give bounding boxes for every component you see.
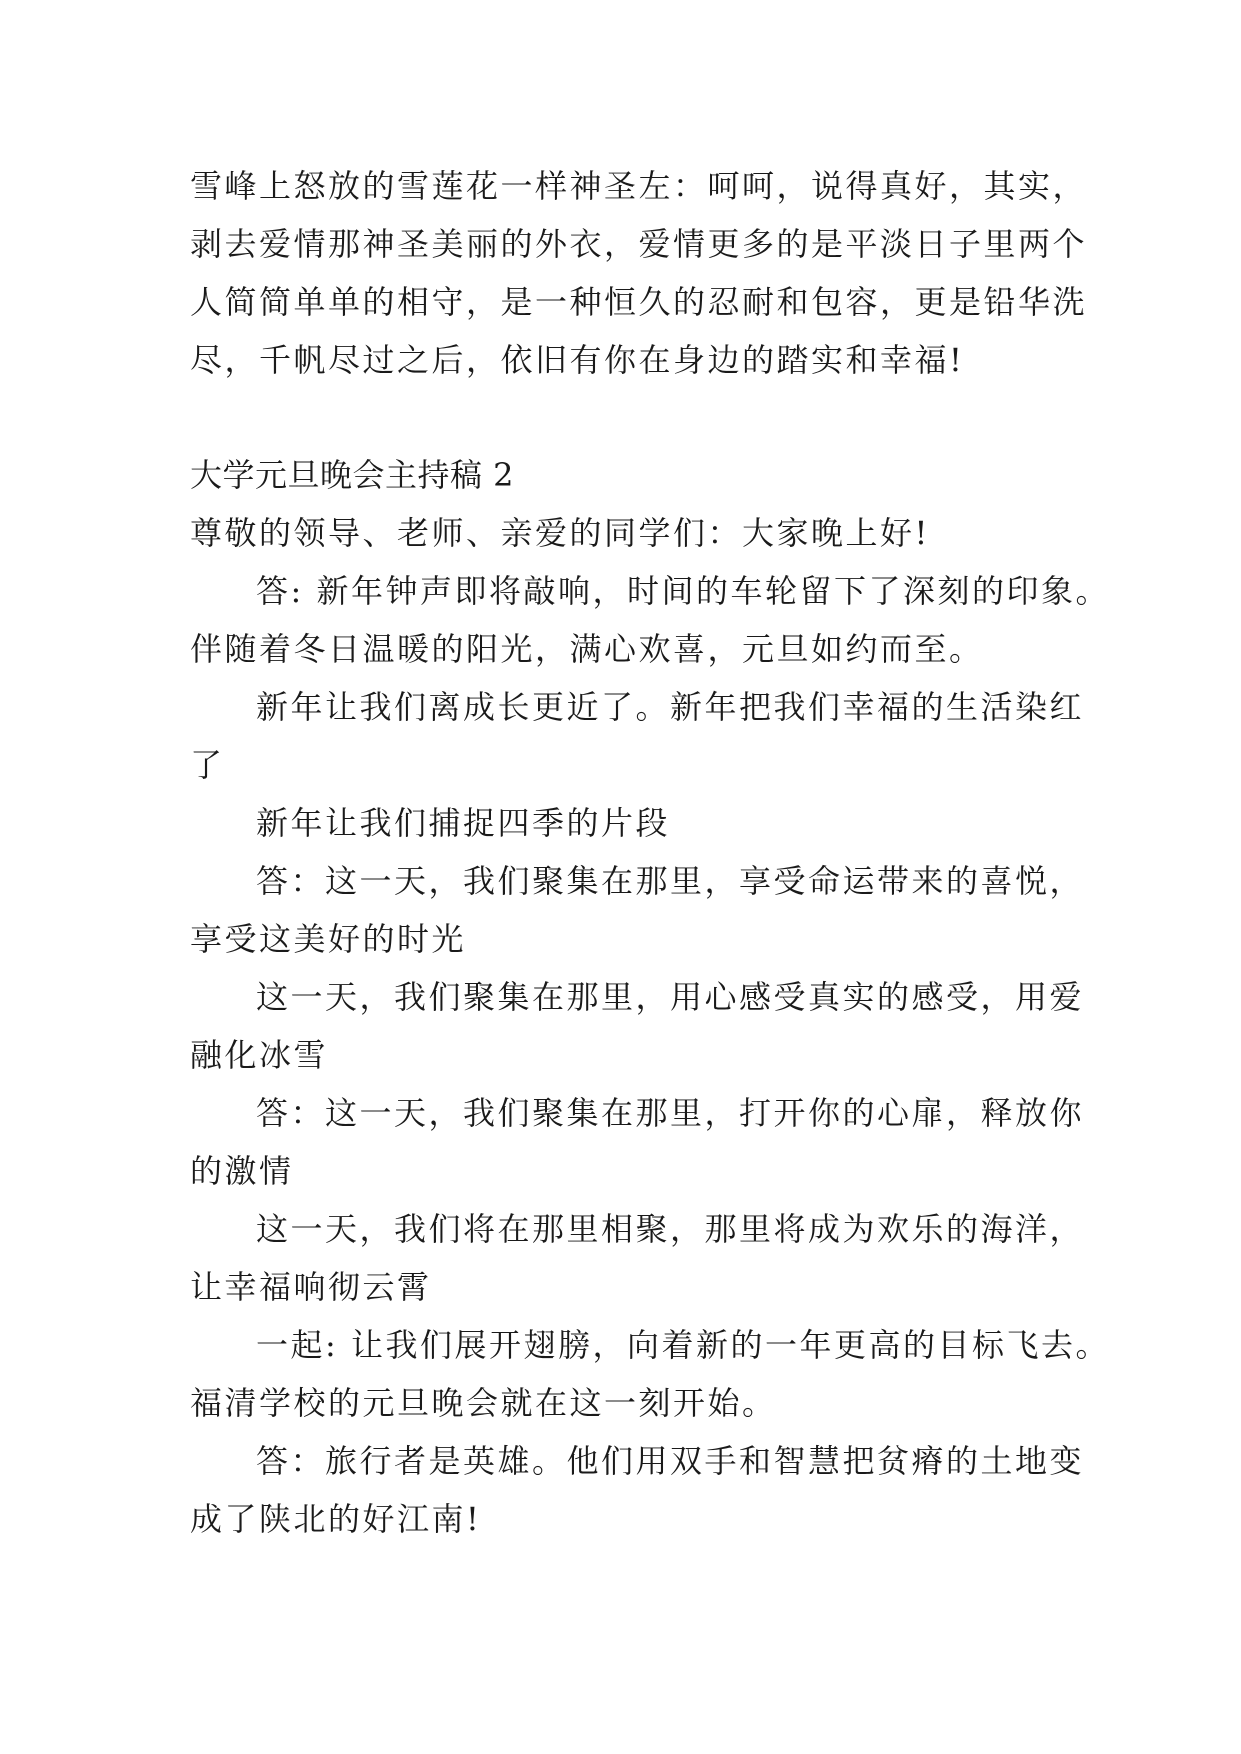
greeting-line: 尊敬的领导、老师、亲爱的同学们：大家晚上好!	[190, 514, 930, 552]
paragraph-6-line-1: 答：这一天，我们聚集在那里，打开你的心扉，释放你	[256, 1094, 1085, 1132]
paragraph-1-line-2: 伴随着冬日温暖的阳光，满心欢喜，元旦如约而至。	[190, 630, 984, 668]
paragraph-1-line-1: 答: 新年钟声即将敲响，时间的车轮留下了深刻的印象。	[256, 572, 1110, 610]
paragraph-9-line-1: 答：旅行者是英雄。他们用双手和智慧把贫瘠的土地变	[256, 1442, 1085, 1480]
paragraph-3-line-1: 新年让我们捕捉四季的片段	[256, 804, 671, 842]
paragraph-7-line-2: 让幸福响彻云霄	[190, 1268, 432, 1306]
intro-line-1: 雪峰上怒放的雪莲花一样神圣左：呵呵，说得真好，其实，	[190, 167, 1088, 205]
paragraph-8-line-1: 一起: 让我们展开翅膀，向着新的一年更高的目标飞去。	[256, 1326, 1110, 1364]
paragraph-8-line-2: 福清学校的元旦晚会就在这一刻开始。	[190, 1384, 777, 1422]
paragraph-7-line-1: 这一天，我们将在那里相聚，那里将成为欢乐的海洋，	[256, 1210, 1085, 1248]
intro-line-3: 人简简单单的相守，是一种恒久的忍耐和包容，更是铅华洗	[190, 283, 1088, 321]
intro-line-2: 剥去爱情那神圣美丽的外衣，爱情更多的是平淡日子里两个	[190, 225, 1088, 263]
paragraph-9-line-2: 成了陕北的好江南!	[190, 1500, 482, 1538]
paragraph-6-line-2: 的激情	[190, 1152, 294, 1190]
paragraph-2-line-1: 新年让我们离成长更近了。新年把我们幸福的生活染红	[256, 688, 1085, 726]
paragraph-4-line-1: 答：这一天，我们聚集在那里，享受命运带来的喜悦，	[256, 862, 1085, 900]
section-title: 大学元旦晚会主持稿 2	[190, 456, 515, 494]
paragraph-5-line-2: 融化冰雪	[190, 1036, 329, 1074]
paragraph-5-line-1: 这一天，我们聚集在那里，用心感受真实的感受，用爱	[256, 978, 1085, 1016]
paragraph-4-line-2: 享受这美好的时光	[190, 920, 467, 958]
paragraph-2-line-2: 了	[190, 746, 225, 784]
intro-line-4: 尽，千帆尽过之后，依旧有你在身边的踏实和幸福!	[190, 341, 965, 379]
